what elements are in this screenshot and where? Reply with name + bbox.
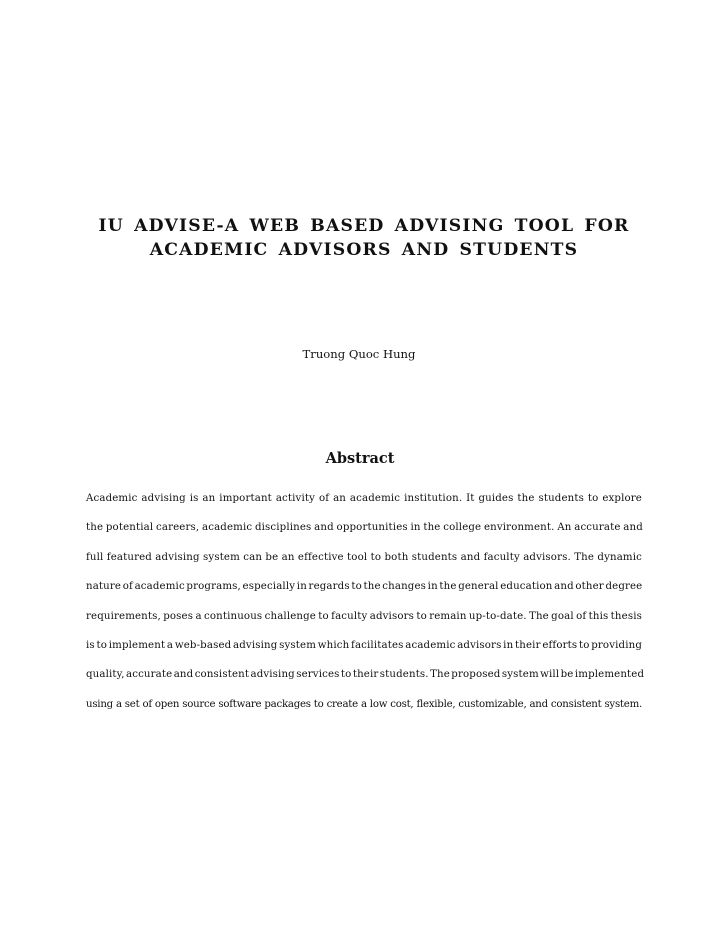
- abstract-line: requirements, poses a continuous challenge to faculty advisors to remain up-to-date. The goal of this thesis: [86, 610, 642, 622]
- title-line-1: IU ADVISE-A WEB BASED ADVISING TOOL FOR: [98, 216, 630, 236]
- title-line-2: ACADEMIC ADVISORS AND STUDENTS: [149, 240, 579, 260]
- abstract-line: the potential careers, academic disciplines and opportunities in the college environment. An accurate and: [86, 522, 643, 534]
- abstract-line: quality, accurate and consistent advising services to their students. The proposed system will be implemented: [86, 669, 645, 681]
- author-name: [0, 347, 728, 361]
- abstract-line: nature of academic programs, especially in regards to the changes in the general education and other degree: [86, 581, 643, 593]
- abstract-line: is to implement a web-based advising system which facilitates academic advisors in their efforts to providing: [86, 640, 642, 652]
- author-name-text: Truong Quoc Hung: [302, 347, 416, 361]
- document-title: [70, 214, 658, 262]
- abstract-body: [86, 484, 645, 719]
- abstract-heading: [0, 450, 728, 468]
- abstract-line: full featured advising system can be an effective tool to both students and faculty advisors. The dynamic: [86, 551, 642, 563]
- abstract-line: using a set of open source software packages to create a low cost, flexible, customizable, and consistent system.: [86, 698, 642, 710]
- abstract-line: Academic advising is an important activity of an academic institution. It guides the students to explore: [86, 493, 642, 504]
- abstract-heading-text: Abstract: [325, 450, 395, 467]
